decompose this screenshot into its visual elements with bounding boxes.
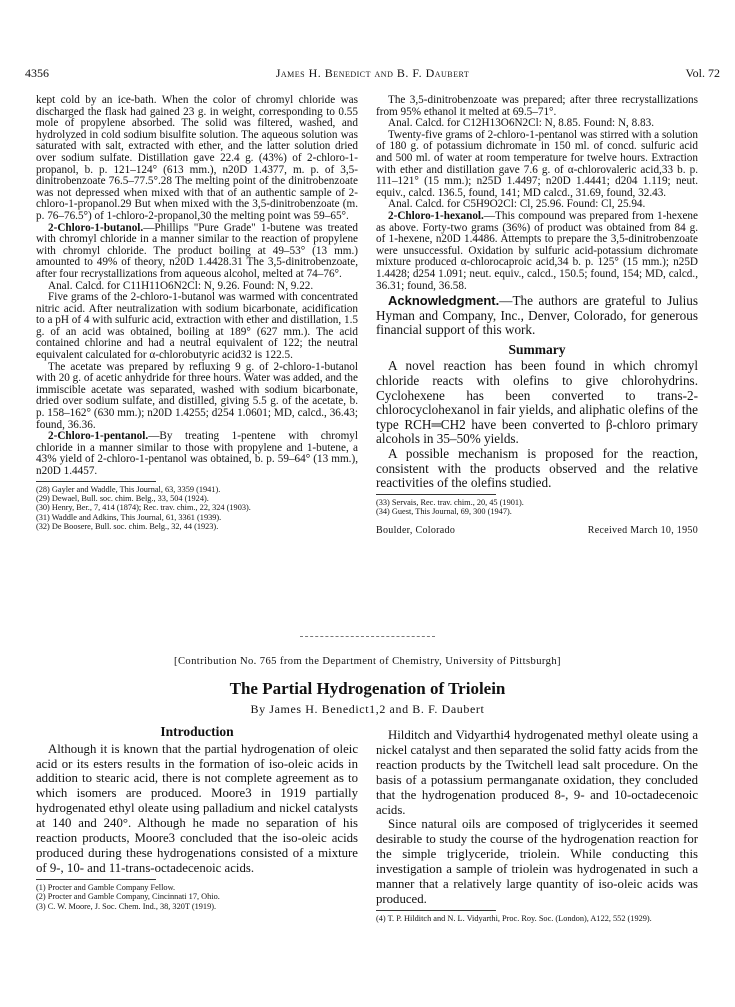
footnotes	[376, 498, 698, 517]
acknowledgment-heading: Acknowledgment.	[388, 293, 500, 309]
footnote: (3) C. W. Moore, J. Soc. Chem. Ind., 38, 320T (1919).	[36, 901, 217, 911]
summary-heading: Summary	[508, 341, 566, 357]
footnote: (31) Waddle and Adkins, This Journal, 61, 3361 (1939).	[36, 512, 222, 522]
summary-paragraph: A novel reaction has been found in which chromyl chloride reacts with olefins to give chlorohydrins. Cyclohexene has been converted to trans-2-chlorocyclohexanol in fair yields, and aliphatic olefins of the type RCH═CH2 have been converted to β-chloro primary alcohols in 35–50% yields.	[376, 358, 698, 447]
paragraph: Twenty-five grams of 2-chloro-1-pentanol was stirred with a solution of 180 g. of potassium dichromate in 150 ml. of concd. sulfuric acid and 500 ml. of water at room temperature for twelve hours. Extraction with ether and distillation gave 7.6 g. of α-chlorovaleric acid,33 b. p. 111–121° (15 mm.); n25D 1.4497; n20D 1.4441; d204 1.119; neut. equiv., calcd. 136.5, found, 141; MD calcd., 31.69, found, 32.43.	[376, 128, 698, 199]
footnote: (1) Procter and Gamble Company Fellow.	[36, 882, 176, 892]
footnote: (29) Dewael, Bull. soc. chim. Belg., 33, 504 (1924).	[36, 494, 209, 503]
paragraph-text: —By treating 1-pentene with chromyl chloride in a manner similar to those with propylene and 1-butene, a 43% yield of 2-chloro-1-pentanol was obtained, b. p. 59–64° (13 mm.), n20D 1.4457.	[36, 430, 358, 477]
footnote: (2) Procter and Gamble Company, Cincinnati 17, Ohio.	[36, 892, 220, 902]
acknowledgment	[376, 294, 698, 338]
page-number: 4356	[25, 66, 49, 80]
paragraph: kept cold by an ice-bath. When the color of chromyl chloride was discharged the flask had gained 23 g. in weight, corresponding to 0.55 mole of propylene absorbed. The solid was filtered, washed, and hydrolyzed in cold sodium bisulfite solution. The aqueous solution was saturated with salt, extracted with ether, and the latter solution dried over sodium sulfate. Distillation gave 22.4 g. (43%) of 2-chloro-1-propanol, b. p. 121–124° (613 mm.), n20D 1.4377, m. p. of 3,5-dinitrobenzoate 76.5–77.5°.28 The melting point of the dinitrobenzoate was not depressed when mixed with that of an authentic sample of 2-chloro-1-propanol.29 But when mixed with the 3,5-dinitrobenzoate (m. p. 76–76.5°) of 1-chloro-2-propanol,30 the melting point was 59–65°.	[36, 94, 358, 222]
footnote: (28) Gayler and Waddle, This Journal, 63, 3359 (1941).	[36, 484, 221, 494]
acknowledgment-text: —The authors are grateful to Julius Hyman and Company, Inc., Denver, Colorado, for generous financial support of this work.	[376, 293, 698, 338]
analysis-line: Anal. Calcd. for C12H13O6N2Cl: N, 8.85. Found: N, 8.83.	[388, 117, 655, 130]
footnotes	[36, 883, 358, 911]
paragraph-text: —Phillips "Pure Grade" 1-butene was treated with chromyl chloride in a manner similar to the reaction of propylene with chromyl chloride. The product boiling at 49–53° (13 mm.) amounted to 49% of theory, n20D 1.4428.31 The 3,5-dinitrobenzoate, after four recrystallizations from aqueous alcohol, melted at 74–76°.	[36, 221, 358, 280]
introduction-paragraph: Although it is known that the partial hydrogenation of oleic acid or its esters results in the formation of iso-oleic acids in addition to stearic acid, there is not complete agreement as to which isomers are produced. Moore3 in 1919 partially hydrogenated ethyl oleate using palladium and nickel catalysts at 140 and 240°. Although he made no separation of his reaction products, Moore3 concluded that the iso-oleic acids produced during these hydrogenations consisted of a mixture of 9-, 10- and 11-trans-octadecenoic acids.	[36, 741, 358, 875]
running-title: James H. Benedict and B. F. Daubert	[275, 66, 470, 80]
paragraph: Five grams of the 2-chloro-1-butanol was warmed with concentrated nitric acid. After neutralization with sodium bicarbonate, acidification to a pH of 4 with sulfuric acid, extraction with ether and distillation, 1.5 g. of an acid was obtained, boiling at 189° (627 mm.). The acid contained chlorine and had a neutral equivalent of 122; the neutral equivalent calculated for α-chlorobutyric acid32 is 122.5.	[36, 291, 358, 362]
paragraph	[36, 223, 358, 281]
address-line	[376, 525, 698, 537]
paragraph: The 3,5-dinitrobenzoate was prepared; after three recrystallizations from 95% ethanol it melted at 69.5–71°.	[376, 94, 698, 118]
paragraph-text: —This compound was prepared from 1-hexene as above. Forty-two grams (36%) of product was obtained from 84 g. of 1-hexene, n20D 1.4486. Attempts to prepare the 3,5-dinitrobenzoate were unsuccessful. Oxidation by sulfuric acid-potassium dichromate mixture produced α-chlorocaproic acid,34 b. p. 125° (15 mm.); n25D 1.4428; d254 1.091; neut. equiv., calcd., 150.5; found, 154; MD, calcd., 36.31; found, 36.58.	[376, 209, 698, 292]
article-authors: By James H. Benedict1,2 and B. F. Daubert	[250, 702, 485, 716]
footnote: (33) Servais, Rec. trav. chim., 20, 45 (1901).	[376, 497, 524, 507]
analysis-line: Anal. Calcd. for C11H11O6N2Cl: N, 9.26. Found: N, 9.22.	[48, 279, 314, 292]
introduction-paragraph: Since natural oils are composed of triglycerides it seemed desirable to study the course of the hydrogenation reaction for the simple triglyceride, triolein. While conducting this investigation a sample of triolein was hydrogenated in such a manner that a relatively large quantity of iso-oleic acids was produced.	[376, 817, 698, 906]
lower-right-column	[376, 728, 698, 923]
volume-number: Vol. 72	[685, 66, 720, 80]
upper-right-column	[376, 95, 698, 536]
footnote-rule	[376, 910, 496, 911]
article-title: The Partial Hydrogenation of Triolein	[229, 679, 506, 698]
subsection-label: 2-Chloro-1-hexanol.	[388, 209, 484, 222]
analysis-line: Anal. Calcd. for C5H9O2Cl: Cl, 25.96. Found: Cl, 25.94.	[388, 198, 646, 211]
paragraph: The acetate was prepared by refluxing 9 g. of 2-chloro-1-butanol with 20 g. of acetic anhydride for three hours. Water was added, and the immiscible acetate was separated, washed with sodium bicarbonate, dried over sodium sulfate, and distilled, giving 5.5 g. of the acetate, b. p. 158–162° (630 mm.); n20D 1.4255; d254 1.0601; MD, calcd., 36.43; found, 36.36.	[36, 360, 358, 431]
introduction-paragraph: Hilditch and Vidyarthi4 hydrogenated methyl oleate using a nickel catalyst and then separated the solid fatty acids from the reaction products by the Twitchell lead salt procedure. On the basis of a potassium permanganate oxidation, they concluded that the hydrogenation produced 8-, 9- and 10-octadecenoic acids.	[376, 728, 698, 817]
footnote-rule	[36, 879, 156, 880]
summary-paragraph: A possible mechanism is proposed for the reaction, consistent with the products observed and the relative reactivities of the olefins studied.	[376, 446, 698, 491]
acknowledgment-paragraph	[376, 294, 698, 338]
footnotes	[36, 485, 358, 532]
paragraph	[36, 431, 358, 477]
section-divider	[300, 636, 435, 637]
footnote-rule	[36, 481, 156, 482]
running-header	[25, 66, 720, 82]
paragraph	[376, 211, 698, 292]
footnotes	[376, 914, 698, 923]
introduction-heading: Introduction	[160, 724, 234, 739]
subsection-label: 2-Chloro-1-butanol.	[48, 221, 144, 234]
address: Boulder, Colorado	[376, 524, 456, 536]
contribution-line: [Contribution No. 765 from the Department of Chemistry, University of Pittsburgh]	[174, 656, 561, 667]
upper-left-column	[36, 95, 358, 532]
lower-left-column	[36, 726, 358, 911]
received-date: Received March 10, 1950	[587, 524, 698, 536]
footnote: (32) De Boosere, Bull. soc. chim. Belg., 32, 44 (1923).	[36, 522, 219, 532]
footnote: (4) T. P. Hilditch and N. L. Vidyarthi, Proc. Roy. Soc. (London), A122, 552 (1929).	[376, 913, 652, 923]
footnote: (34) Guest, This Journal, 69, 300 (1947).	[376, 507, 512, 517]
footnote-rule	[376, 494, 496, 495]
subsection-label: 2-Chloro-1-pentanol.	[48, 430, 149, 443]
footnote: (30) Henry, Ber., 7, 414 (1874); Rec. trav. chim., 22, 324 (1903).	[36, 503, 251, 513]
